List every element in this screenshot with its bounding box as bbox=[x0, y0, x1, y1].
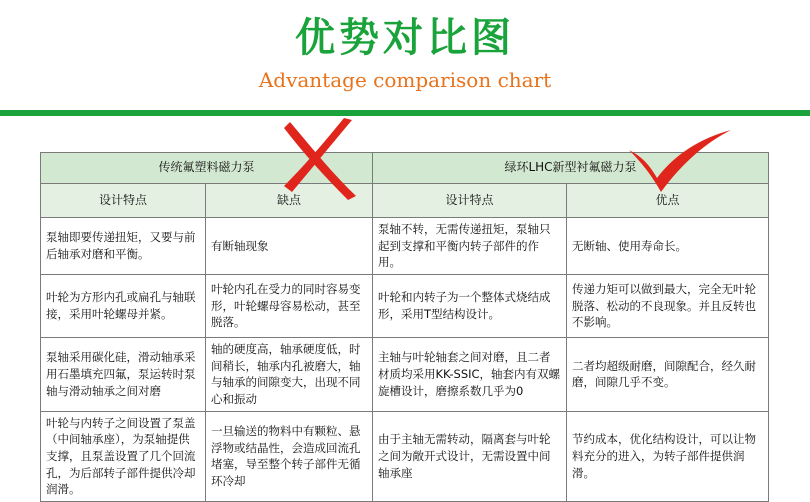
table-cell: 叶轮内孔在受力的同时容易变形，叶轮螺母容易松动，甚至脱落。 bbox=[206, 275, 373, 338]
table-cell: 泵轴不转，无需传递扭矩，泵轴只起到支撑和平衡内转子部件的作用。 bbox=[373, 218, 567, 275]
column-header: 优点 bbox=[567, 184, 769, 218]
right-group-header: 绿环LHC新型衬氟磁力泵 bbox=[373, 153, 769, 184]
table-cell: 泵轴采用碳化硅，滑动轴承采用石墨填充四氟，泵运转时泵轴与滑动轴承之间对磨 bbox=[41, 338, 206, 412]
table-cell: 轴的硬度高，轴承硬度低，时间稍长，轴承内孔被磨大，轴与轴承的间隙变大，出现不同心和振动 bbox=[206, 338, 373, 412]
table-cell: 二者均超级耐磨，间隙配合，经久耐磨，间隙几乎不变。 bbox=[567, 338, 769, 412]
table-row bbox=[41, 411, 769, 501]
table-row bbox=[41, 275, 769, 338]
table-cell: 由于主轴无需转动，隔离套与叶轮之间为敞开式设计，无需设置中间轴承座 bbox=[373, 411, 567, 501]
divider-band bbox=[0, 110, 810, 116]
table-cell: 主轴与叶轮轴套之间对磨，且二者材质均采用KK-SSIC，轴套内有双螺旋槽设计，磨擦系数几乎为0 bbox=[373, 338, 567, 412]
table-cell: 叶轮为方形内孔或扁孔与轴联接，采用叶轮螺母并紧。 bbox=[41, 275, 206, 338]
table-cell: 节约成本，优化结构设计，可以让物料充分的进入，为转子部件提供润滑。 bbox=[567, 411, 769, 501]
table-row bbox=[41, 338, 769, 412]
column-header: 设计特点 bbox=[41, 184, 206, 218]
table-cell: 叶轮和内转子为一个整体式烧结成形，采用T型结构设计。 bbox=[373, 275, 567, 338]
left-group-header: 传统氟塑料磁力泵 bbox=[41, 153, 373, 184]
table-cell: 无断轴、使用寿命长。 bbox=[567, 218, 769, 275]
column-header: 缺点 bbox=[206, 184, 373, 218]
table-cell: 泵轴即要传递扭矩，又要与前后轴承对磨和平衡。 bbox=[41, 218, 206, 275]
cross-mark-icon bbox=[282, 118, 362, 200]
table-cell: 有断轴现象 bbox=[206, 218, 373, 275]
table-row bbox=[41, 218, 769, 275]
check-mark-icon bbox=[627, 128, 733, 194]
page-subtitle: Advantage comparison chart bbox=[258, 68, 552, 92]
table-cell: 叶轮与内转子之间设置了泵盖（中间轴承座），为泵轴提供支撑，且泵盖设置了几个回流孔，为后部转子部件提供冷却润滑。 bbox=[41, 411, 206, 501]
table-cell: 传递力矩可以做到最大，完全无叶轮脱落、松动的不良现象。并且反转也不影响。 bbox=[567, 275, 769, 338]
comparison-table bbox=[40, 152, 769, 502]
table-cell: 一旦输送的物料中有颗粒、悬浮物或结晶性，会造成回流孔堵塞，导至整个转子部件无循环冷却 bbox=[206, 411, 373, 501]
column-header: 设计特点 bbox=[373, 184, 567, 218]
page-title: 优势对比图 bbox=[295, 15, 515, 61]
